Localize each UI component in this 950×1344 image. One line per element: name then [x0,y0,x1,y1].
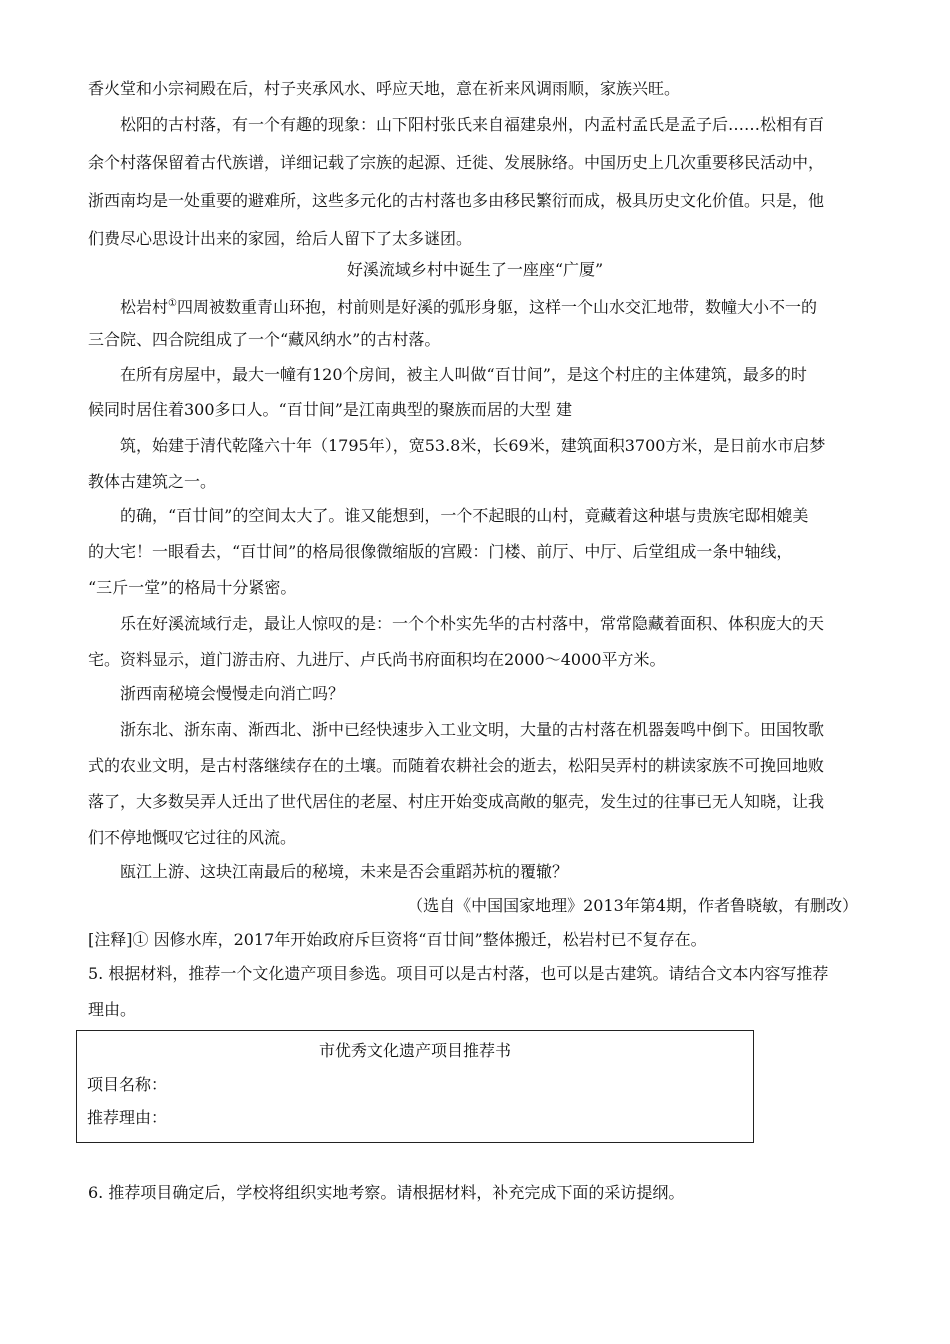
paragraph-line: 式的农业文明，是古村落继续存在的土壤。而随着农耕社会的逝去，松阳吴弄村的耕读家族不可挽回地败 [88,756,825,775]
question-text: 5. 根据材料，推荐一个文化遗产项目参选。项目可以是古村落，也可以是古建筑。请结合文本内容写推荐 [88,964,829,983]
paragraph-line: 教体古建筑之一。 [88,472,217,491]
form-title: 市优秀文化遗产项目推荐书 [318,1041,511,1060]
paragraph-line: 筑，始建于清代乾隆六十年（1795年），宽53.8米，长69米，建筑面积3700方米，是日前水市启梦 [120,436,826,455]
project-name-label: 项目名称： [87,1075,168,1094]
footnote: [注释]① 因修水库，2017年开始政府斥巨资将“百廿间”整体搬迁，松岩村已不复存在。 [88,930,707,949]
paragraph-line: 在所有房屋中，最大一幢有120个房间，被主人叫做“百廿间”，是这个村庄的主体建筑，最多的时 [120,365,807,384]
text-fragment: 松岩村 [120,297,169,317]
source-citation: （选自《中国国家地理》2013年第4期，作者鲁晓敏，有删改） [407,896,858,915]
paragraph-line: “三斤一堂”的格局十分紧密。 [88,578,297,597]
paragraph-line: 三合院、四合院组成了一个“藏风纳水”的古村落。 [88,330,441,349]
recommendation-form [76,1030,754,1143]
paragraph-line: 松阳的古村落，有一个有趣的现象：山下阳村张氏来自福建泉州，内孟村孟氏是孟子后……松相有百 [120,115,825,134]
paragraph-line: 的确，“百廿间”的空间太大了。谁又能想到，一个不起眼的山村，竟藏着这种堪与贵族宅邸相媲美 [120,506,809,525]
text-fragment: 四周被数重青山环抱，村前则是好溪的弧形身躯，这样一个山水交汇地带，数幢大小不一的 [176,297,817,317]
footnote-marker: ① [168,298,177,309]
paragraph-line: 候同时居住着300多口人。“百廿间”是江南典型的聚族而居的大型 建 [88,400,572,419]
paragraph-line: 浙西南秘境会慢慢走向消亡吗？ [120,684,345,703]
question-text: 6. 推荐项目确定后，学校将组织实地考察。请根据材料，补充完成下面的采访提纲。 [88,1183,685,1202]
paragraph-line: 们费尽心思设计出来的家园，给后人留下了太多谜团。 [88,229,473,248]
paragraph-line: 浙东北、浙东南、渐西北、浙中已经快速步入工业文明，大量的古村落在机器轰鸣中倒下。田国牧歌 [120,720,825,739]
paragraph-line: 余个村落保留着古代族谱，详细记载了宗族的起源、迁徙、发展脉络。中国历史上几次重要移民活动中， [88,153,825,172]
recommend-reason-label: 推荐理由： [87,1108,168,1127]
paragraph-line: 乐在好溪流域行走，最让人惊叹的是：一个个朴实先华的古村落中，常常隐藏着面积、体积庞大的天 [120,614,825,633]
paragraph-line: 瓯江上游、这块江南最后的秘境，未来是否会重蹈苏杭的覆辙？ [120,862,569,881]
paragraph-line: 宅。资料显示，道门游击府、九进厅、卢氏尚书府面积均在2000～4000平方米。 [88,650,666,669]
paragraph-line: 们不停地慨叹它过往的风流。 [88,828,297,847]
paragraph-line: 的大宅！一眼看去，“百廿间”的格局很像微缩版的宫殿：门楼、前厅、中厅、后堂组成一条中轴线， [88,542,793,561]
paragraph-line [120,292,817,319]
question-text: 理由。 [88,1000,137,1019]
paragraph-line: 落了，大多数吴弄人迁出了世代居住的老屋、村庄开始变成高敞的躯壳，发生过的往事已无人知晓，让我 [88,792,825,811]
paragraph-line: 香火堂和小宗祠殿在后，村子夹承风水、呼应天地，意在祈来风调雨顺，家族兴旺。 [88,79,681,98]
paragraph-line: 浙西南均是一处重要的避难所，这些多元化的古村落也多由移民繁衍而成，极具历史文化价值。只是，他 [88,191,825,210]
section-heading: 好溪流域乡村中诞生了一座座“广厦” [346,260,604,279]
